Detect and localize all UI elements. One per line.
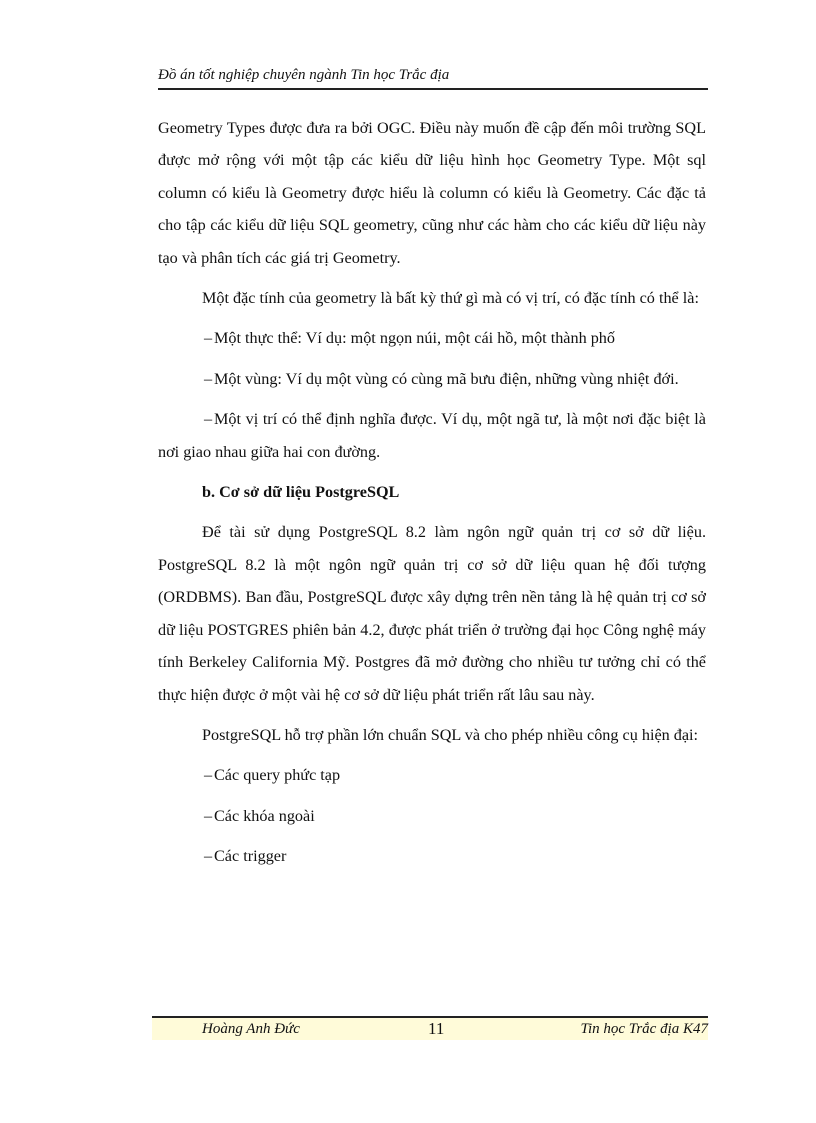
list-item-text: Các trigger: [214, 847, 287, 866]
list-item-text: Các khóa ngoài: [214, 806, 315, 825]
dash-bullet: –: [204, 410, 213, 429]
list-item: [158, 403, 706, 468]
paragraph-geometry-types: Geometry Types được đưa ra bởi OGC. Điều này muốn đề cập đến môi trường SQL được mở rộng với một tập các kiểu dữ liệu hình học Geometry Type. Một sql column có kiểu là Geometry được hiểu là column có kiểu là Geometry. Các đặc tả cho tập các kiểu dữ liệu SQL geometry, cũng như các hàm cho các kiểu dữ liệu này tạo và phân tích các giá trị Geometry.: [158, 119, 706, 267]
dash-bullet: –: [204, 766, 213, 785]
dash-bullet: –: [204, 329, 213, 348]
list-item-text: Các query phức tạp: [214, 766, 341, 785]
page-header: [158, 64, 708, 90]
page-footer: [152, 1016, 708, 1040]
list-item: [158, 800, 706, 832]
paragraph-postgresql-features: PostgreSQL hỗ trợ phần lớn chuẩn SQL và cho phép nhiều công cụ hiện đại:: [202, 725, 699, 744]
list-item: [158, 322, 706, 354]
dash-bullet: –: [204, 369, 213, 388]
list-item-text: Một vùng: Ví dụ một vùng có cùng mã bưu điện, những vùng nhiệt đới.: [214, 369, 679, 388]
paragraph-geometry-feature: Một đặc tính của geometry là bất kỳ thứ gì mà có vị trí, có đặc tính có thể là:: [202, 289, 699, 308]
list-item: [158, 363, 706, 395]
dash-bullet: –: [204, 847, 213, 866]
header-title: Đồ án tốt nghiệp chuyên ngành Tin học Trắc địa: [158, 67, 450, 83]
footer-course: Tin học Trắc địa K47: [580, 1021, 708, 1037]
list-item-text: Một thực thể: Ví dụ: một ngọn núi, một cái hồ, một thành phố: [214, 329, 615, 348]
section-heading: b. Cơ sở dữ liệu PostgreSQL: [202, 483, 400, 502]
list-item: [158, 759, 706, 791]
footer-author: Hoàng Anh Đức: [202, 1021, 300, 1037]
dash-bullet: –: [204, 806, 213, 825]
list-item-text: Một vị trí có thể định nghĩa được. Ví dụ, một ngã tư, là một nơi đặc biệt là nơi giao nhau giữa hai con đường.: [158, 410, 706, 461]
page-content: [158, 112, 706, 881]
list-item: [158, 840, 706, 872]
paragraph-postgresql-intro: Để tài sử dụng PostgreSQL 8.2 làm ngôn ngữ quản trị cơ sở dữ liệu. PostgreSQL 8.2 là một ngôn ngữ quản trị cơ sở dữ liệu quan hệ đối tượng (ORDBMS). Ban đầu, PostgreSQL được xây dựng trên nền tảng là hệ quản trị cơ sở dữ liệu POSTGRES phiên bản 4.2, được phát triển ở trường đại học Công nghệ máy tính Berkeley California Mỹ. Postgres đã mở đường cho nhiều tư tưởng chỉ có thể thực hiện được ở một vài hệ cơ sở dữ liệu phát triển rất lâu sau này.: [158, 523, 706, 704]
page-number: 11: [428, 1019, 445, 1038]
